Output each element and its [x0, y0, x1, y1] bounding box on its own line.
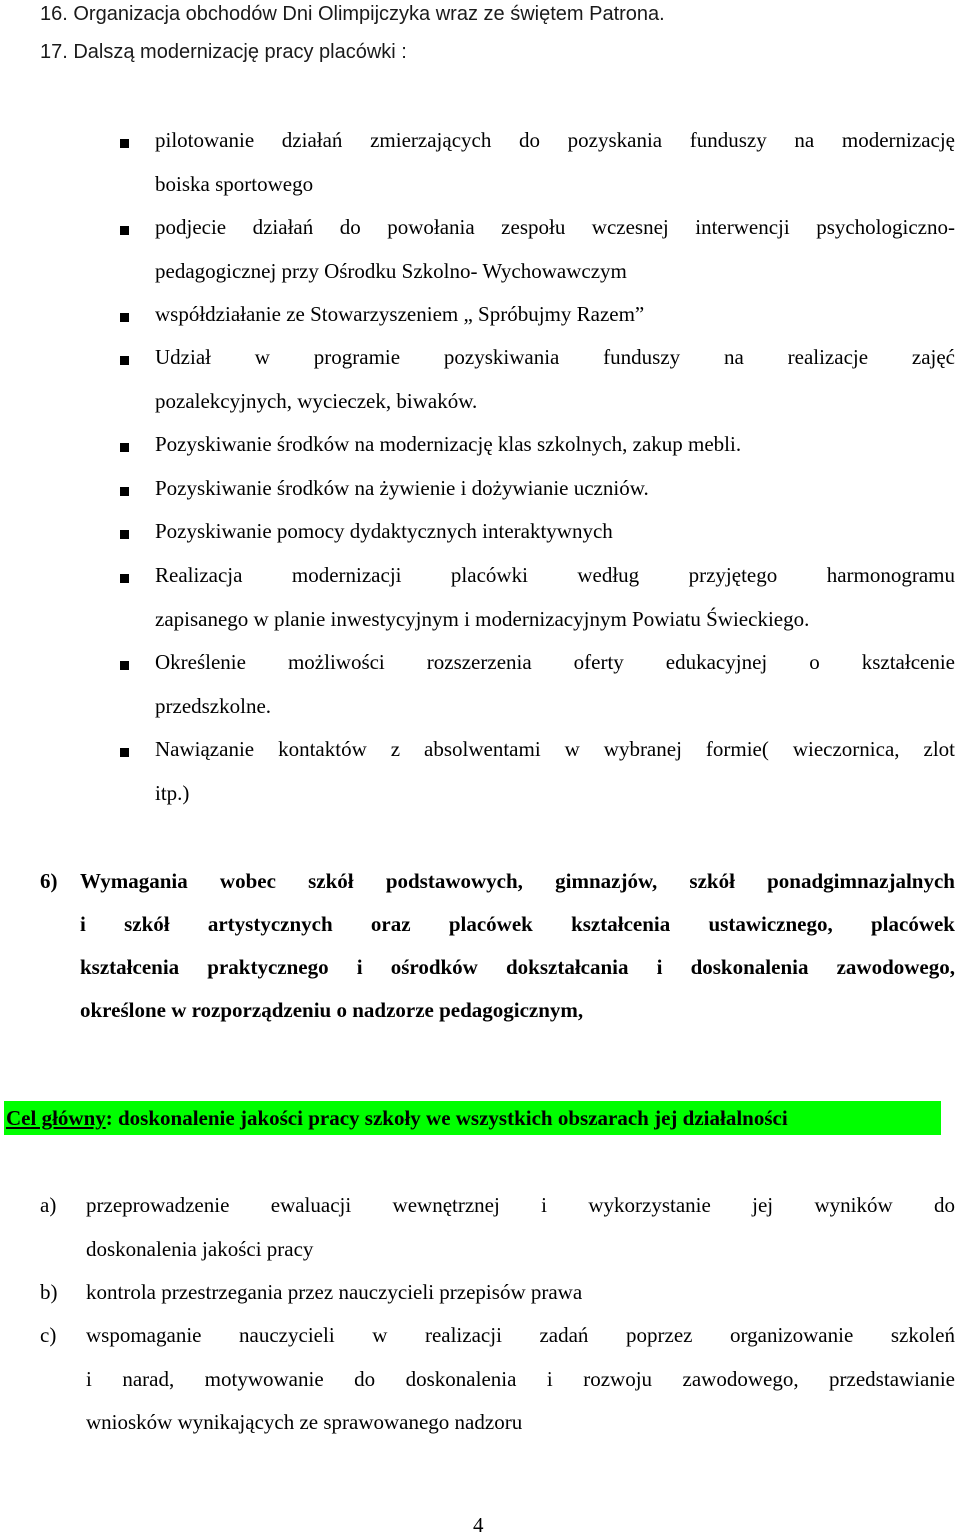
bullet-icon — [120, 661, 129, 670]
bullet-icon — [120, 748, 129, 757]
bullet-icon — [120, 530, 129, 539]
bullet-icon — [120, 443, 129, 452]
page-number: 4 — [473, 1513, 484, 1537]
bullet-icon — [120, 313, 129, 322]
bullet-item-line: itp.) — [155, 781, 190, 805]
bullet-item-line: pilotowanie działań zmierzających do pozyskania funduszy na modernizację — [155, 128, 955, 152]
section-number: 6) — [40, 869, 58, 893]
bullet-item-line: Pozyskiwanie pomocy dydaktycznych interaktywnych — [155, 519, 613, 543]
item-letter: a) — [40, 1193, 57, 1217]
section-heading-line: określone w rozporządzeniu o nadzorze pedagogicznym, — [80, 998, 584, 1022]
bullet-item-line: współdziałanie ze Stowarzyszeniem „ Spróbujmy Razem” — [155, 302, 645, 326]
bullet-item-line: przedszkolne. — [155, 694, 272, 718]
bullet-item-line: Udział w programie pozyskiwania funduszy na realizacje zajęć — [155, 345, 955, 369]
bullet-item-line: Pozyskiwanie środków na modernizację klas szkolnych, zakup mebli. — [155, 432, 742, 456]
bullet-icon — [120, 487, 129, 496]
item-letter: b) — [40, 1280, 58, 1304]
bullet-item-line: Nawiązanie kontaktów z absolwentami w wybranej formie( wieczornica, zlot — [155, 737, 955, 761]
bullet-item-line: pedagogicznej przy Ośrodku Szkolno- Wychowawczym — [155, 259, 627, 283]
bullet-item-line: Pozyskiwanie środków na żywienie i dożywianie uczniów. — [155, 476, 649, 500]
lettered-item-line: wspomaganie nauczycieli w realizacji zadań poprzez organizowanie szkoleń — [86, 1323, 955, 1347]
bullet-icon — [120, 139, 129, 148]
lettered-item-line: doskonalenia jakości pracy — [86, 1237, 314, 1261]
goal-label: Cel główny — [6, 1106, 106, 1130]
bullet-item-line: Określenie możliwości rozszerzenia oferty edukacyjnej o kształcenie — [155, 650, 955, 674]
goal-text: doskonalenie jakości pracy szkoły we wszystkich obszarach jej działalności — [112, 1106, 788, 1130]
bullet-item-line: podjecie działań do powołania zespołu wczesnej interwencji psychologiczno- — [155, 215, 955, 239]
lettered-item-line: wniosków wynikających ze sprawowanego nadzoru — [86, 1410, 523, 1434]
lettered-item-line: i narad, motywowanie do doskonalenia i rozwoju zawodowego, przedstawianie — [86, 1367, 955, 1391]
goal-colon: : — [105, 1106, 113, 1130]
bullet-icon — [120, 356, 129, 365]
section-heading-line: i szkół artystycznych oraz placówek kształcenia ustawicznego, placówek — [80, 912, 955, 936]
main-goal — [6, 1101, 788, 1135]
bullet-item-line: pozalekcyjnych, wycieczek, biwaków. — [155, 389, 478, 413]
list-item-16: 16. Organizacja obchodów Dni Olimpijczyka wraz ze świętem Patrona. — [40, 3, 665, 25]
section-heading-line: Wymagania wobec szkół podstawowych, gimnazjów, szkół ponadgimnazjalnych — [80, 869, 955, 893]
bullet-item-line: zapisanego w planie inwestycyjnym i modernizacyjnym Powiatu Świeckiego. — [155, 607, 810, 631]
bullet-item-line: boiska sportowego — [155, 172, 314, 196]
lettered-item-line: przeprowadzenie ewaluacji wewnętrznej i wykorzystanie jej wyników do — [86, 1193, 955, 1217]
bullet-icon — [120, 226, 129, 235]
bullet-icon — [120, 574, 129, 583]
lettered-item-line: kontrola przestrzegania przez nauczycieli przepisów prawa — [86, 1280, 583, 1304]
bullet-item-line: Realizacja modernizacji placówki według przyjętego harmonogramu — [155, 563, 955, 587]
item-letter: c) — [40, 1323, 57, 1347]
section-heading-line: kształcenia praktycznego i ośrodków dokształcania i doskonalenia zawodowego, — [80, 955, 955, 979]
list-item-17: 17. Dalszą modernizację pracy placówki : — [40, 41, 407, 63]
